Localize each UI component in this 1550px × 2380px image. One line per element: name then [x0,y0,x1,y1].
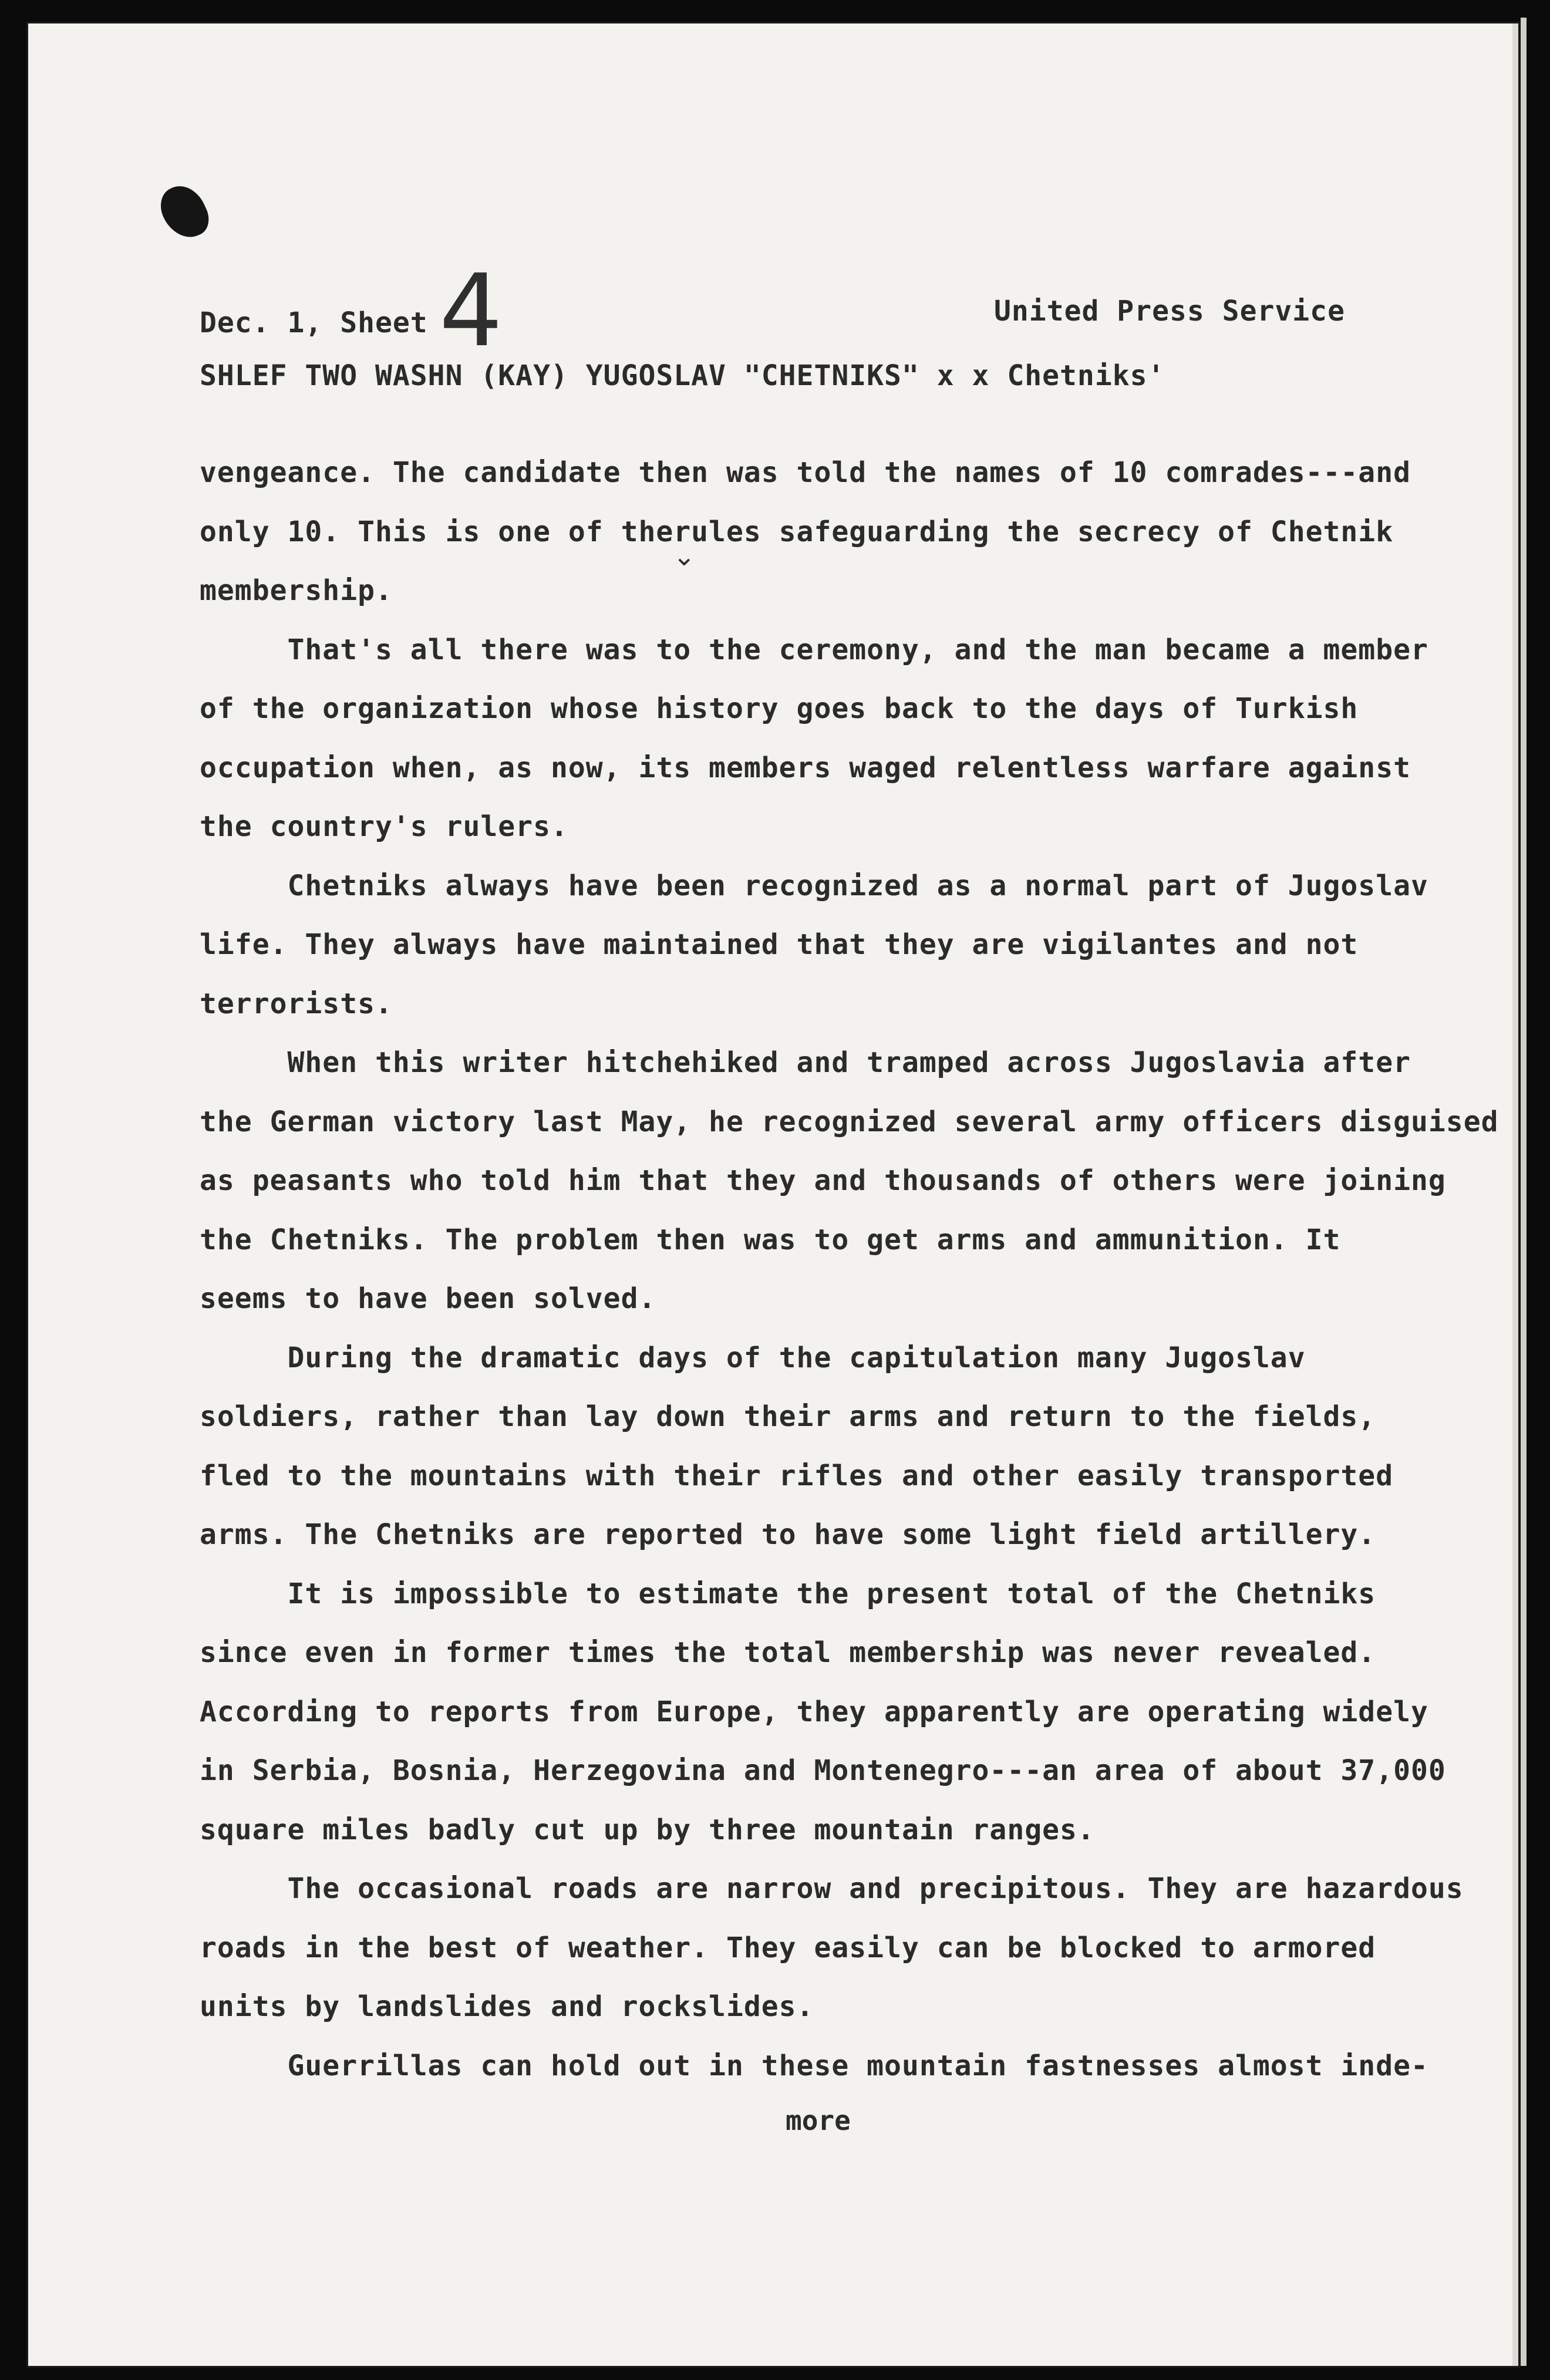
text-line: since even in former times the total membership was never revealed. [200,1636,1376,1669]
text-line: the Chetniks. The problem then was to get arms and ammunition. It [200,1223,1341,1256]
text-line: When this writer hitchehiked and tramped across Jugoslavia after [200,1046,1411,1079]
text-line: units by landslides and rockslides. [200,1990,814,2023]
text-line: the German victory last May, he recognized several army officers disguised [200,1105,1499,1138]
text-line: square miles badly cut up by three mountain ranges. [200,1813,1095,1846]
text-line: arms. The Chetniks are reported to have some light field artillery. [200,1518,1376,1551]
continuation-marker: more [786,2105,851,2136]
text-line: vengeance. The candidate then was told the names of 10 comrades---and [200,456,1411,489]
text-line: the country's rulers. [200,810,568,843]
text-line: During the dramatic days of the capitulation many Jugoslav [200,1341,1306,1374]
document-page [28,23,1518,2366]
date-line: Dec. 1, Sheet [200,306,428,339]
text-line: soldiers, rather than lay down their arms and return to the fields, [200,1400,1376,1433]
text-line: seems to have been solved. [200,1282,656,1315]
text-line: terrorists. [200,987,393,1020]
text-line: membership. [200,574,393,607]
page-edge [1521,18,1527,2366]
body-text [200,443,1498,2095]
text-line: It is impossible to estimate the present total of the Chetniks [200,1577,1376,1610]
text-line: roads in the best of weather. They easily can be blocked to armored [200,1931,1376,1964]
text-line: in Serbia, Bosnia, Herzegovina and Montenegro---an area of about 37,000 [200,1754,1446,1787]
service-name: United Press Service [994,295,1345,328]
handwritten-sheet-number: 4 [439,253,503,369]
text-line: fled to the mountains with their rifles and other easily transported [200,1459,1394,1492]
text-line: According to reports from Europe, they apparently are operating widely [200,1695,1428,1728]
text-line: Guerrillas can hold out in these mountain fastnesses almost inde- [200,2049,1428,2082]
text-line: life. They always have maintained that they are vigilantes and not [200,928,1359,961]
text-line: That's all there was to the ceremony, and the man became a member [200,633,1428,666]
text-line: The occasional roads are narrow and precipitous. They are hazardous [200,1872,1464,1905]
punch-hole-mark [154,178,215,245]
text-line: only 10. This is one of therules safeguarding the secrecy of Chetnik [200,515,1394,548]
story-slug: SHLEF TWO WASHN (KAY) YUGOSLAV "CHETNIKS" x x Chetniks' [200,359,1165,392]
insertion-caret: ⌄ [673,540,696,572]
text-line: as peasants who told him that they and thousands of others were joining [200,1164,1446,1197]
text-line: Chetniks always have been recognized as a normal part of Jugoslav [200,869,1428,902]
text-line: occupation when, as now, its members waged relentless warfare against [200,751,1411,784]
text-line: of the organization whose history goes back to the days of Turkish [200,692,1359,725]
